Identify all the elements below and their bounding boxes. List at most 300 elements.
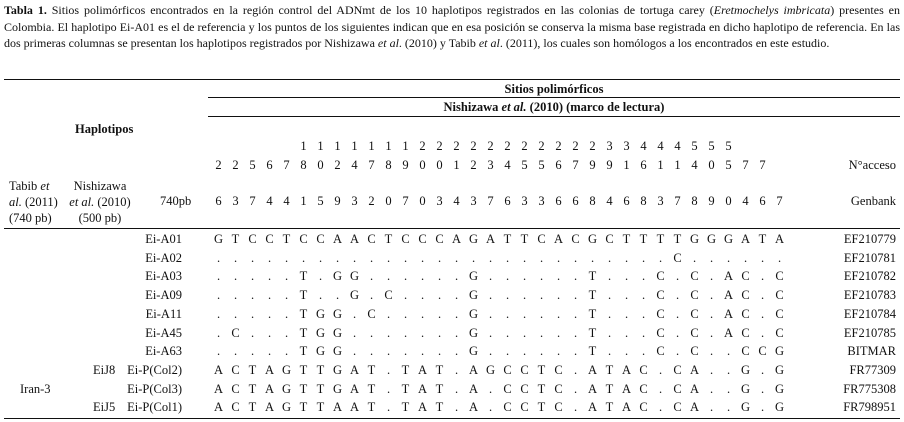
sequence-base: G (706, 232, 717, 246)
sequence-base: . (641, 288, 646, 302)
accession-number: FR77309 (849, 363, 896, 377)
sequence-base: . (539, 288, 544, 302)
caption-text-4: . (2011), los cuales son homólogos a los encontrados en este estudio. (499, 36, 830, 51)
sequence-base: . (403, 288, 408, 302)
sequence-base: T (231, 232, 240, 246)
sequence-base: . (301, 251, 306, 265)
sequence-base: . (760, 363, 765, 377)
sequence-base: . (437, 344, 442, 358)
sequence-base: C (690, 307, 699, 321)
sequence-base: . (590, 251, 595, 265)
position-digit: 2 (504, 139, 511, 153)
sequence-base: G (349, 269, 360, 283)
accession-number: EF210782 (843, 269, 896, 283)
sequence-base: . (726, 382, 731, 396)
position-digit: 7 (368, 158, 375, 172)
position-digit: 8 (589, 194, 596, 208)
position-digit: 3 (470, 194, 477, 208)
position-digit: 2 (470, 158, 477, 172)
sequence-base: . (216, 307, 221, 321)
sequence-base: . (488, 269, 493, 283)
haplotype-label: Ei-A02 (145, 251, 182, 265)
sequence-base: C (418, 232, 427, 246)
sequence-base: . (233, 344, 238, 358)
position-digit: 4 (606, 194, 613, 208)
sequence-base: C (231, 326, 240, 340)
sequence-base: G (689, 232, 700, 246)
sequence-base: . (488, 382, 493, 396)
position-digit: 2 (368, 194, 375, 208)
sequence-base: C (639, 363, 648, 377)
sequence-base: . (505, 251, 510, 265)
sequence-base: . (556, 344, 561, 358)
haplotype-label: Ei-A09 (145, 288, 182, 302)
haplotype-label: Ei-P(Col3) (127, 382, 182, 396)
sequence-base: T (299, 326, 308, 340)
sequence-base: A (468, 400, 479, 414)
sequence-base: C (231, 382, 240, 396)
sequence-base: . (556, 251, 561, 265)
sequence-base: C (435, 232, 444, 246)
sequence-base: T (588, 326, 597, 340)
nishizawa-haplotype: EiJ5 (93, 400, 116, 414)
sequence-base: . (386, 344, 391, 358)
sequence-base: . (760, 288, 765, 302)
sequence-base: T (316, 382, 325, 396)
sequence-base: . (505, 269, 510, 283)
sequence-base: G (468, 326, 479, 340)
sequence-base: G (213, 232, 224, 246)
sequence-base: C (690, 288, 699, 302)
sequence-base: T (435, 382, 444, 396)
sequence-base: A (774, 232, 785, 246)
sequence-base: T (588, 307, 597, 321)
sequence-base: . (573, 307, 578, 321)
position-digit: 6 (640, 158, 647, 172)
sequence-base: . (709, 344, 714, 358)
nishizawa-column-header: Nishizawa et al. (2010) (500 pb) (69, 179, 131, 225)
sequence-base: T (520, 232, 529, 246)
position-digit: 6 (759, 194, 766, 208)
sequence-base: A (332, 400, 343, 414)
sequence-base: G (774, 344, 785, 358)
sequence-base: . (488, 326, 493, 340)
sequence-base: . (709, 307, 714, 321)
sequence-base: A (417, 400, 428, 414)
sequence-base: T (299, 269, 308, 283)
sequence-base: . (624, 269, 629, 283)
position-digit: 7 (572, 158, 579, 172)
sequence-base: . (369, 269, 374, 283)
position-digit: 1 (674, 158, 681, 172)
sequence-base: T (673, 232, 682, 246)
position-digit: 4 (691, 158, 698, 172)
sequence-base: . (760, 307, 765, 321)
sequence-base: T (605, 382, 614, 396)
position-digit: 3 (521, 194, 528, 208)
sequence-base: . (352, 326, 357, 340)
accession-number: BITMAR (847, 344, 896, 358)
haplotype-label: Ei-P(Col2) (127, 363, 182, 377)
sequence-base: T (656, 232, 665, 246)
position-digit: 5 (538, 158, 545, 172)
sequence-base: C (299, 232, 308, 246)
sequence-base: . (522, 326, 527, 340)
sequence-base: . (454, 400, 459, 414)
sequence-base: A (587, 400, 598, 414)
sequence-base: C (775, 307, 784, 321)
sequence-base: . (607, 307, 612, 321)
sequence-base: . (556, 288, 561, 302)
sequence-base: G (774, 363, 785, 377)
sequence-base: T (316, 363, 325, 377)
sequence-base: T (435, 363, 444, 377)
sequence-base: C (656, 344, 665, 358)
position-digit: 1 (385, 139, 392, 153)
position-digit: 2 (572, 139, 579, 153)
sequence-base: . (454, 326, 459, 340)
sequence-base: . (658, 382, 663, 396)
sequence-base: C (690, 269, 699, 283)
header-bottom-rule (4, 228, 900, 229)
position-digit: 7 (249, 194, 256, 208)
sequence-base: . (420, 307, 425, 321)
sequence-base: . (658, 400, 663, 414)
position-digit: 1 (317, 139, 324, 153)
sequence-base: C (741, 326, 750, 340)
bottom-rule (4, 418, 900, 419)
sequence-base: . (369, 288, 374, 302)
position-digit: 1 (623, 158, 630, 172)
sequence-base: T (367, 400, 376, 414)
position-digit: 3 (487, 158, 494, 172)
sequence-base: . (505, 344, 510, 358)
sequence-base: T (401, 382, 410, 396)
sequence-base: . (318, 269, 323, 283)
sequence-base: . (386, 307, 391, 321)
sequence-base: . (250, 307, 255, 321)
sequence-base: C (673, 251, 682, 265)
sequence-base: T (299, 363, 308, 377)
sequence-base: . (386, 269, 391, 283)
sequence-base: . (454, 269, 459, 283)
sequence-base: C (231, 400, 240, 414)
sequence-base: . (760, 382, 765, 396)
sequence-base: A (689, 382, 700, 396)
sequence-base: . (522, 251, 527, 265)
sequence-base: . (352, 344, 357, 358)
sequence-base: G (332, 382, 343, 396)
position-digit: 3 (657, 194, 664, 208)
sequence-base: C (656, 269, 665, 283)
sequence-base: . (726, 400, 731, 414)
haplotype-label: Ei-A63 (145, 344, 182, 358)
sequence-base: A (587, 382, 598, 396)
position-digit: 0 (385, 194, 392, 208)
sequence-base: G (332, 269, 343, 283)
sequence-base: . (760, 326, 765, 340)
sequence-base: . (675, 288, 680, 302)
sequence-base: . (233, 251, 238, 265)
sequence-base: A (349, 382, 360, 396)
position-digit: 4 (351, 158, 358, 172)
sequence-base: . (437, 251, 442, 265)
sequence-base: . (777, 251, 782, 265)
sequence-base: C (265, 232, 274, 246)
sequence-base: C (554, 400, 563, 414)
position-digit: 5 (725, 158, 732, 172)
sequence-base: . (522, 344, 527, 358)
position-digit: 2 (521, 139, 528, 153)
sequence-base: A (451, 232, 462, 246)
nishizawa-haplotype: EiJ8 (93, 363, 116, 377)
position-digit: 4 (453, 194, 460, 208)
sequence-base: . (420, 344, 425, 358)
sequence-base: A (349, 363, 360, 377)
sequence-base: . (624, 326, 629, 340)
sequence-base: . (539, 269, 544, 283)
sequence-base: . (573, 269, 578, 283)
sequence-base: . (573, 400, 578, 414)
sequence-base: G (723, 232, 734, 246)
sequence-base: . (216, 288, 221, 302)
sequence-base: . (709, 382, 714, 396)
sequence-base: G (281, 363, 292, 377)
sequence-base: . (488, 344, 493, 358)
sequence-base: . (641, 251, 646, 265)
position-digit: 7 (283, 158, 290, 172)
sequence-base: . (573, 344, 578, 358)
position-digit: 2 (538, 139, 545, 153)
sequence-base: . (675, 269, 680, 283)
sequence-base: . (573, 363, 578, 377)
sequence-base: . (216, 326, 221, 340)
caption-etal-2: et al (478, 36, 500, 51)
sequence-base: T (537, 400, 546, 414)
sequence-base: G (774, 382, 785, 396)
sequence-base: G (468, 232, 479, 246)
sequence-base: . (318, 288, 323, 302)
sequence-base: T (605, 363, 614, 377)
sequence-base: . (216, 344, 221, 358)
caption-species: Eretmochelys imbricata (713, 3, 831, 17)
position-digit: 4 (266, 194, 273, 208)
sequence-base: A (264, 400, 275, 414)
sequence-base: T (758, 232, 767, 246)
position-digit: 2 (436, 139, 443, 153)
sequence-base: A (213, 400, 224, 414)
sequence-base: A (723, 288, 734, 302)
sequence-base: . (709, 269, 714, 283)
tabib-column-header: Tabib et al. (2011) (740 pb) (9, 179, 58, 225)
sequence-base: . (267, 288, 272, 302)
position-digit: 7 (759, 158, 766, 172)
sequence-base: . (675, 344, 680, 358)
sequence-base: . (709, 363, 714, 377)
sitios-header: Sitios polimórficos (504, 82, 604, 96)
sequence-base: G (281, 400, 292, 414)
position-digit: 0 (419, 158, 426, 172)
sequence-base: A (264, 382, 275, 396)
position-digit: 4 (657, 139, 664, 153)
sequence-base: . (522, 288, 527, 302)
sequence-base: . (386, 326, 391, 340)
haplotype-label: Ei-A11 (145, 307, 182, 321)
sequence-base: T (299, 382, 308, 396)
sequence-base: . (403, 344, 408, 358)
sequence-base: T (622, 232, 631, 246)
tabib-haplotype: Iran-3 (20, 382, 51, 396)
sequence-base: C (656, 326, 665, 340)
sequence-base: A (213, 382, 224, 396)
sequence-base: . (403, 326, 408, 340)
position-digit: 8 (691, 194, 698, 208)
sequence-base: T (282, 232, 291, 246)
sequence-base: . (607, 269, 612, 283)
sequence-base: C (248, 232, 257, 246)
sitios-rule (208, 97, 900, 98)
position-digit: 8 (640, 194, 647, 208)
sequence-base: . (267, 344, 272, 358)
sequence-base: T (503, 232, 512, 246)
position-digit: 7 (402, 194, 409, 208)
sequence-base: . (284, 307, 289, 321)
sequence-base: . (539, 307, 544, 321)
caption-text-3: . (2010) y Tabib (398, 36, 479, 51)
sequence-base: T (537, 382, 546, 396)
caption-text-2: ) presentes en Colombia. El haplotipo Ei-A01 es el de referencia y los puntos de los siguientes indican que en esa posición se conserva la misma base registrada en dicho haplotipo de referencia. En las dos primeras columnas se presentan los haplotipos registrados por Nishizawa (4, 3, 900, 51)
sequence-base: A (723, 307, 734, 321)
position-digit: 7 (742, 158, 749, 172)
sequence-base: T (588, 288, 597, 302)
sequence-base: . (539, 326, 544, 340)
sequence-base: A (417, 363, 428, 377)
sequence-base: G (315, 307, 326, 321)
position-digit: 9 (606, 158, 613, 172)
sequence-base: . (216, 251, 221, 265)
sequence-base: A (723, 326, 734, 340)
genbank-header: Genbank (850, 194, 896, 208)
nishizawa-header: Nishizawa et al. (2010) (marco de lectura) (443, 100, 665, 114)
sequence-base: . (488, 400, 493, 414)
nishizawa-rule (208, 116, 900, 117)
sequence-base: . (556, 307, 561, 321)
position-digit: 5 (317, 194, 324, 208)
position-digit: 2 (232, 158, 239, 172)
sequence-base: C (316, 232, 325, 246)
caption-label: Tabla 1. (4, 3, 47, 17)
sequence-base: A (587, 363, 598, 377)
sequence-base: C (741, 344, 750, 358)
sequence-base: . (437, 307, 442, 321)
position-digit: 7 (487, 194, 494, 208)
sequence-base: C (554, 363, 563, 377)
position-digit: 2 (487, 139, 494, 153)
sequence-base: . (454, 344, 459, 358)
sequence-base: C (537, 232, 546, 246)
position-digit: 3 (232, 194, 239, 208)
sequence-base: T (299, 288, 308, 302)
haplotipos-header: Haplotipos (75, 122, 134, 136)
sequence-base: A (485, 232, 496, 246)
sequence-base: . (539, 344, 544, 358)
sequence-base: . (284, 326, 289, 340)
sequence-base: . (641, 269, 646, 283)
sequence-base: . (573, 288, 578, 302)
sequence-base: G (281, 382, 292, 396)
sequence-base: C (520, 363, 529, 377)
sequence-base: . (556, 269, 561, 283)
sequence-base: C (758, 344, 767, 358)
position-digit: 2 (470, 139, 477, 153)
caption-etal-1: et al (377, 36, 399, 51)
position-digit: 3 (606, 139, 613, 153)
sequence-base: C (367, 307, 376, 321)
sequence-base: G (315, 344, 326, 358)
sequence-base: . (216, 269, 221, 283)
sequence-base: . (709, 326, 714, 340)
sequence-base: . (692, 251, 697, 265)
sequence-base: T (299, 307, 308, 321)
position-digit: 1 (351, 139, 358, 153)
sequence-base: C (741, 288, 750, 302)
sequence-base: . (607, 344, 612, 358)
caption-text-1: Sitios polimórficos encontrados en la región control del ADNmt de los 10 haplotipos registrados en las colonias de tortuga carey ( (46, 3, 714, 17)
sequence-base: C (639, 382, 648, 396)
position-digit: 5 (249, 158, 256, 172)
position-digit: 0 (436, 158, 443, 172)
sequence-base: A (349, 232, 360, 246)
sequence-base: . (471, 251, 476, 265)
sequence-base: C (384, 288, 393, 302)
sequence-base: . (573, 251, 578, 265)
sequence-base: C (231, 363, 240, 377)
sequence-base: . (267, 307, 272, 321)
sequence-base: A (349, 400, 360, 414)
sequence-base: G (587, 232, 598, 246)
sequence-base: . (420, 326, 425, 340)
sequence-base: C (503, 363, 512, 377)
bp740-header: 740pb (160, 194, 192, 208)
position-digit: 0 (419, 194, 426, 208)
sequence-base: T (605, 400, 614, 414)
sequence-base: T (588, 344, 597, 358)
sequence-base: C (367, 232, 376, 246)
position-digit: 4 (640, 139, 647, 153)
position-digit: 6 (623, 194, 630, 208)
sequence-base: . (369, 344, 374, 358)
haplotype-label: Ei-A45 (145, 326, 182, 340)
sequence-base: G (332, 344, 343, 358)
position-digit: 4 (742, 194, 749, 208)
sequence-base: . (403, 307, 408, 321)
acceso-header: N°acceso (848, 158, 896, 172)
sequence-base: C (571, 232, 580, 246)
sequence-base: . (454, 251, 459, 265)
sequence-base: . (743, 251, 748, 265)
sequence-base: . (641, 326, 646, 340)
sequence-base: C (775, 288, 784, 302)
sequence-base: T (401, 363, 410, 377)
sequence-base: T (588, 269, 597, 283)
position-digit: 6 (555, 194, 562, 208)
sequence-base: A (468, 382, 479, 396)
sequence-base: C (401, 232, 410, 246)
sequence-base: . (505, 307, 510, 321)
sequence-base: C (639, 400, 648, 414)
table-caption (4, 2, 900, 52)
sequence-base: G (740, 382, 751, 396)
